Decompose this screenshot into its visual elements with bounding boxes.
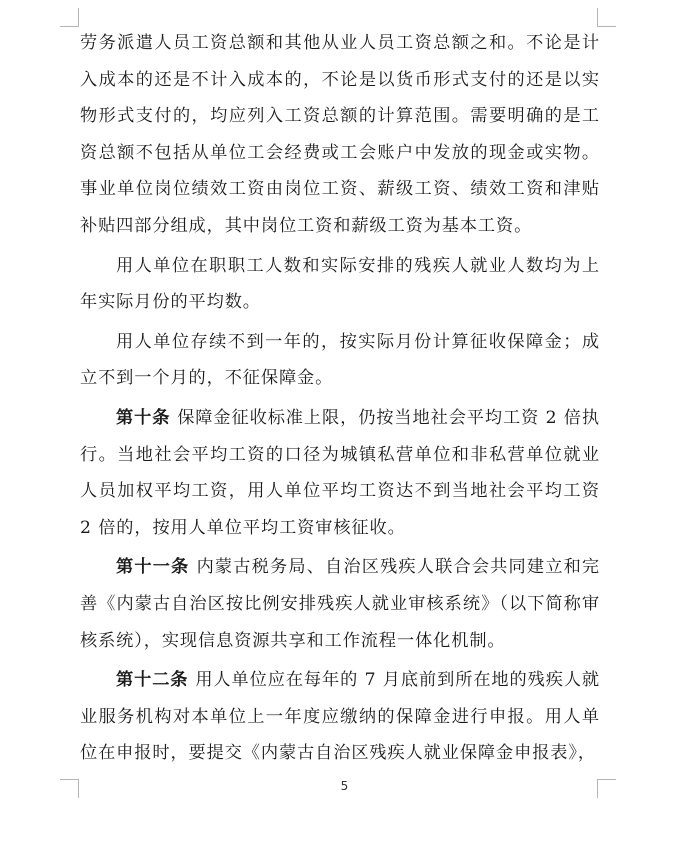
paragraph-text: 用人单位在职职工人数和实际安排的残疾人就业人数均为上年实际月份的平均数。	[80, 255, 600, 313]
paragraph-text: 用人单位存续不到一年的，按实际月份计算征收保障金；成立不到一个月的，不征保障金。	[80, 331, 600, 389]
article-11	[80, 549, 600, 659]
article-10	[80, 400, 600, 546]
article-heading: 第十条	[116, 407, 178, 428]
article-12	[80, 662, 600, 772]
article-text: 保障金征收标准上限，仍按当地社会平均工资 2 倍执行。当地社会平均工资的口径为城镇私营单位和非私营单位就业人员加权平均工资，用人单位平均工资达不到当地社会平均工资 2 倍的，按用人单位平均工资审核征收。	[80, 407, 600, 538]
crop-mark-top-left	[60, 8, 79, 27]
article-text: 内蒙古税务局、自治区残疾人联合会共同建立和完善《内蒙古自治区按比例安排残疾人就业审核系统》（以下简称审核系统），实现信息资源共享和工作流程一体化机制。	[80, 557, 601, 651]
paragraph-employee-count	[80, 248, 600, 321]
paragraph-text: 劳务派遣人员工资总额和其他从业人员工资总额之和。不论是计入成本的还是不计入成本的，不论是以货币形式支付的还是以实物形式支付的，均应列入工资总额的计算范围。需要明确的是工资总额不包括从单位工会经费或工会账户中发放的现金或实物。事业单位岗位绩效工资由岗位工资、薪级工资、绩效工资和津贴补贴四部分组成，其中岗位工资和薪级工资为基本工资。	[80, 33, 600, 236]
paragraph-duration	[80, 324, 600, 397]
article-text: 用人单位应在每年的 7 月底前到所在地的残疾人就业服务机构对本单位上一年度应缴纳的保障金进行申报。用人单位在申报时，要提交《内蒙古自治区残疾人就业保障金申报表》，	[80, 670, 601, 764]
paragraph-continuation	[80, 25, 600, 245]
page-number: 5	[340, 779, 349, 793]
article-heading: 第十二条	[116, 670, 196, 691]
article-heading: 第十一条	[116, 557, 197, 578]
document-body	[80, 25, 600, 772]
